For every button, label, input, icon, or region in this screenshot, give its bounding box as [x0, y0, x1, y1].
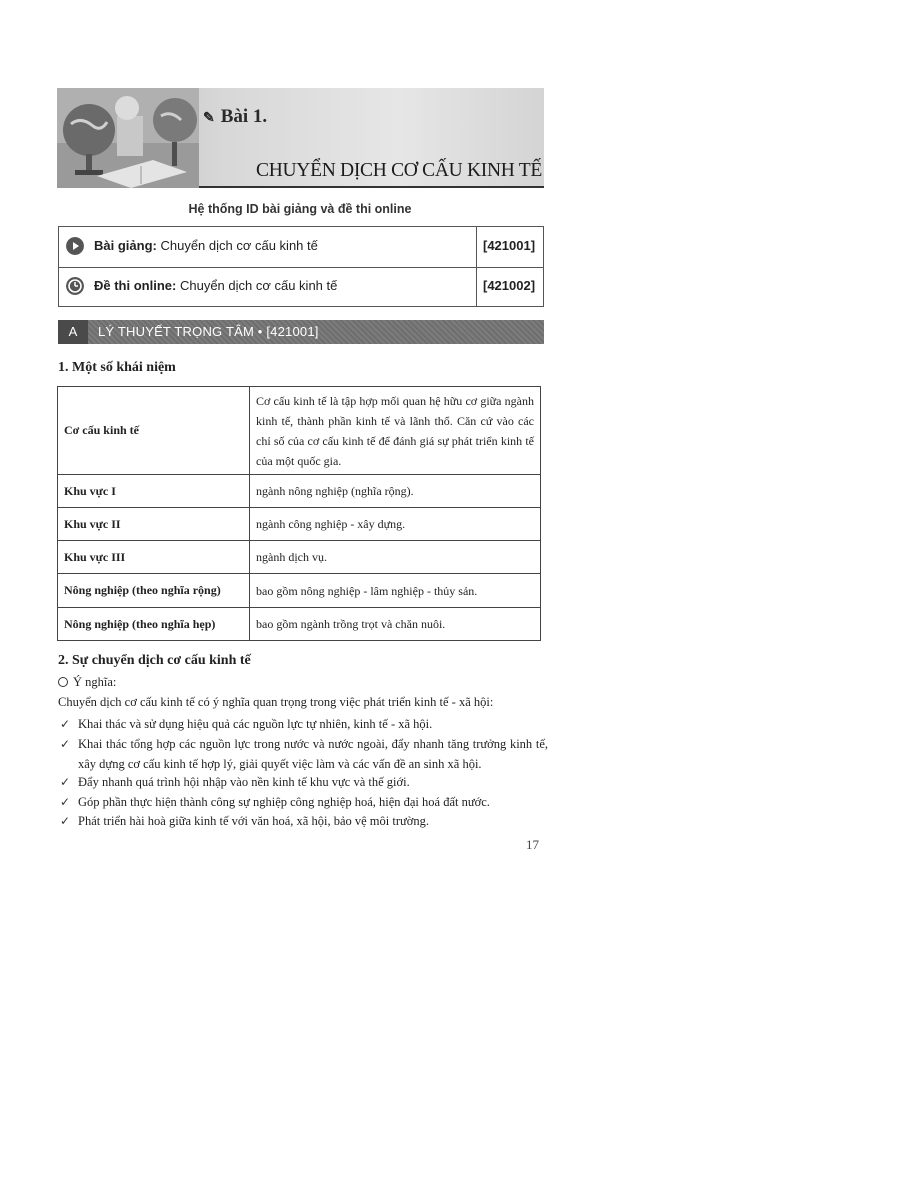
list-item-text: Khai thác tổng hợp các nguồn lực trong nước và nước ngoài, đẩy nhanh tăng trưởng kinh tế, xây dựng cơ cấu kinh tế hợp lý, giải quyết việc làm và các vấn đề an sinh xã hội. [78, 737, 548, 771]
globe-books-illustration [57, 88, 199, 188]
id-system-heading: Hệ thống ID bài giảng và đề thi online [188, 202, 412, 216]
check-icon: ✓ [60, 814, 71, 828]
list-item [60, 714, 548, 734]
table-definition: ngành công nghiệp - xây dựng. [250, 508, 541, 541]
id-code: [421002] [483, 278, 536, 293]
shift-heading: 2. Sự chuyển dịch cơ cấu kinh tế [58, 653, 251, 668]
id-row-title: Chuyển dịch cơ cấu kinh tế [179, 278, 338, 293]
table-term: Nông nghiệp (theo nghĩa rộng) [58, 574, 250, 608]
table-term: Cơ cấu kinh tế [58, 387, 250, 475]
table-term: Nông nghiệp (theo nghĩa hẹp) [58, 608, 250, 641]
shift-intro: Chuyển dịch cơ cấu kinh tế có ý nghĩa quan trọng trong việc phát triển kinh tế - xã hội: [58, 695, 494, 709]
id-row-title: Chuyển dịch cơ cấu kinh tế [160, 238, 318, 253]
check-icon: ✓ [60, 795, 71, 809]
list-item [60, 811, 548, 831]
play-icon [66, 237, 84, 255]
id-row-text [94, 238, 318, 253]
table-row [58, 541, 541, 574]
check-icon: ✓ [60, 737, 71, 751]
table-definition: bao gồm ngành trồng trọt và chăn nuôi. [250, 608, 541, 641]
column-divider [476, 267, 477, 307]
id-row-type: Đề thi online: [94, 278, 177, 293]
lesson-label [203, 106, 267, 128]
lesson-label-text: Bài 1. [220, 106, 268, 127]
list-item [60, 772, 548, 792]
check-icon: ✓ [60, 717, 71, 731]
table-row [58, 574, 541, 608]
section-letter: A [58, 320, 88, 344]
id-row-text [94, 278, 337, 293]
table-definition: ngành nông nghiệp (nghĩa rộng). [250, 475, 541, 508]
id-row-lecture[interactable] [59, 227, 543, 268]
id-code: [421001] [483, 238, 536, 253]
lesson-title: CHUYỂN DỊCH CƠ CẤU KINH TẾ [256, 160, 542, 181]
section-a-bar [58, 320, 544, 344]
list-item-text: Đẩy nhanh quá trình hội nhập vào nền kinh tế khu vực và thế giới. [78, 775, 410, 789]
list-item [60, 734, 548, 774]
list-item-text: Góp phần thực hiện thành công sự nghiệp công nghiệp hoá, hiện đại hoá đất nước. [78, 795, 490, 809]
circle-arrow-icon [58, 677, 68, 687]
table-term: Khu vực II [58, 508, 250, 541]
concepts-table [57, 386, 541, 641]
section-title: LÝ THUYẾT TRỌNG TÂM • [421001] [98, 324, 319, 339]
table-row [58, 508, 541, 541]
table-term: Khu vực III [58, 541, 250, 574]
table-row [58, 608, 541, 641]
concepts-heading: 1. Một số khái niệm [58, 360, 176, 375]
lesson-banner [57, 88, 544, 188]
id-row-type: Bài giảng: [94, 238, 157, 253]
table-term: Khu vực I [58, 475, 250, 508]
table-definition: Cơ cấu kinh tế là tập hợp mối quan hệ hữu cơ giữa ngành kinh tế, thành phần kinh tế và lãnh thổ. Căn cứ vào các chỉ số của cơ cấu kinh tế để đánh giá sự phát triển kinh tế của một quốc gia. [250, 387, 541, 475]
table-row [58, 387, 541, 475]
table-definition: ngành dịch vụ. [250, 541, 541, 574]
title-underline [199, 186, 544, 188]
list-item-text: Phát triển hài hoà giữa kinh tế với văn hoá, xã hội, bảo vệ môi trường. [78, 814, 430, 828]
pen-icon: ✎ [203, 111, 215, 126]
id-row-online-exam[interactable] [59, 267, 543, 307]
page-number: 17 [526, 837, 539, 852]
list-item-text: Khai thác và sử dụng hiệu quả các nguồn lực tự nhiên, kinh tế - xã hội. [78, 717, 433, 731]
meaning-subheading [58, 675, 116, 690]
list-item [60, 792, 548, 812]
column-divider [476, 227, 477, 267]
table-definition: bao gồm nông nghiệp - lâm nghiệp - thủy sản. [250, 574, 541, 608]
table-row [58, 475, 541, 508]
check-icon: ✓ [60, 775, 71, 789]
id-table [58, 226, 544, 307]
clock-icon [66, 277, 84, 295]
meaning-label: Ý nghĩa: [73, 675, 117, 689]
